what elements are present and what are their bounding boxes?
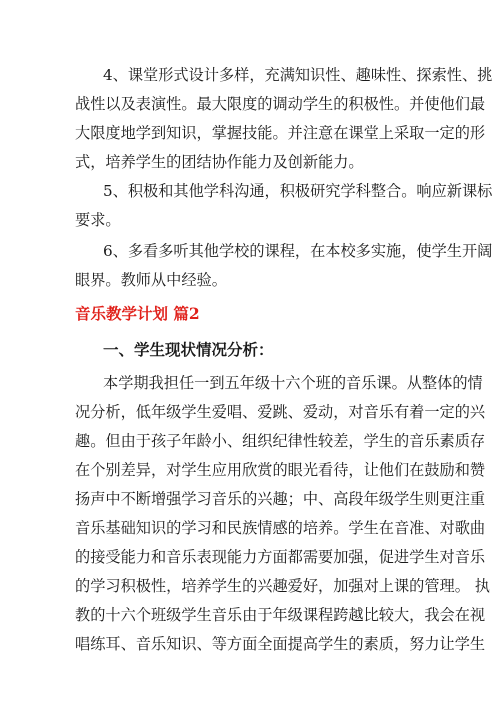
paragraph-item-4 [75, 61, 493, 177]
text-line: 要求。 [75, 211, 121, 229]
text-line: 本学期我担任一到五年级十六个班的音乐课。从整体的情 [103, 374, 483, 392]
paragraph-item-6 [75, 237, 493, 295]
text-line: 教的十六个班级学生音乐由于年级课程跨越比较大，我会在视 [75, 606, 486, 624]
text-line: 大限度地学到知识，掌握技能。并注意在课堂上采取一定的形 [75, 124, 486, 142]
text-line: 音乐基础知识的学习和民族情感的培养。学生在音准、对歌曲 [75, 519, 486, 537]
text-line: 的学习积极性，培养学生的兴趣爱好，加强对上课的管理。 执 [75, 577, 490, 595]
text-line: 4、课堂形式设计多样，充满知识性、趣味性、探索性、挑 [103, 66, 493, 84]
body-paragraph [75, 369, 490, 659]
text-line: 眼界。教师从中经验。 [75, 271, 227, 289]
text-line: 6、多看多听其他学校的课程，在本校多实施，使学生开阔 [103, 242, 493, 260]
paragraph-item-5 [75, 177, 493, 235]
text-line: 扬声中不断增强学习音乐的兴趣；中、高段年级学生则更注重 [75, 490, 486, 508]
text-line: 5、积极和其他学科沟通，积极研究学科整合。响应新课标 [103, 182, 493, 200]
text-line: 的接受能力和音乐表现能力方面都需要加强，促进学生对音乐 [75, 548, 486, 566]
text-line: 唱练耳、音乐知识、等方面全面提高学生的素质，努力让学生 [75, 635, 486, 653]
section-title: 音乐教学计划 篇2 [75, 304, 200, 323]
text-line: 趣。但由于孩子年龄小、组织纪律性较差，学生的音乐素质存 [75, 432, 486, 450]
section-subheading: 一、学生现状情况分析： [103, 340, 274, 359]
text-line: 战性以及表演性。最大限度的调动学生的积极性。并使他们最 [75, 95, 486, 113]
text-line: 在个别差异，对学生应用欣赏的眼光看待，让他们在鼓励和赞 [75, 461, 486, 479]
text-line: 式，培养学生的团结协作能力及创新能力。 [75, 153, 364, 171]
text-line: 况分析，低年级学生爱唱、爱跳、爱动，对音乐有着一定的兴 [75, 403, 486, 421]
